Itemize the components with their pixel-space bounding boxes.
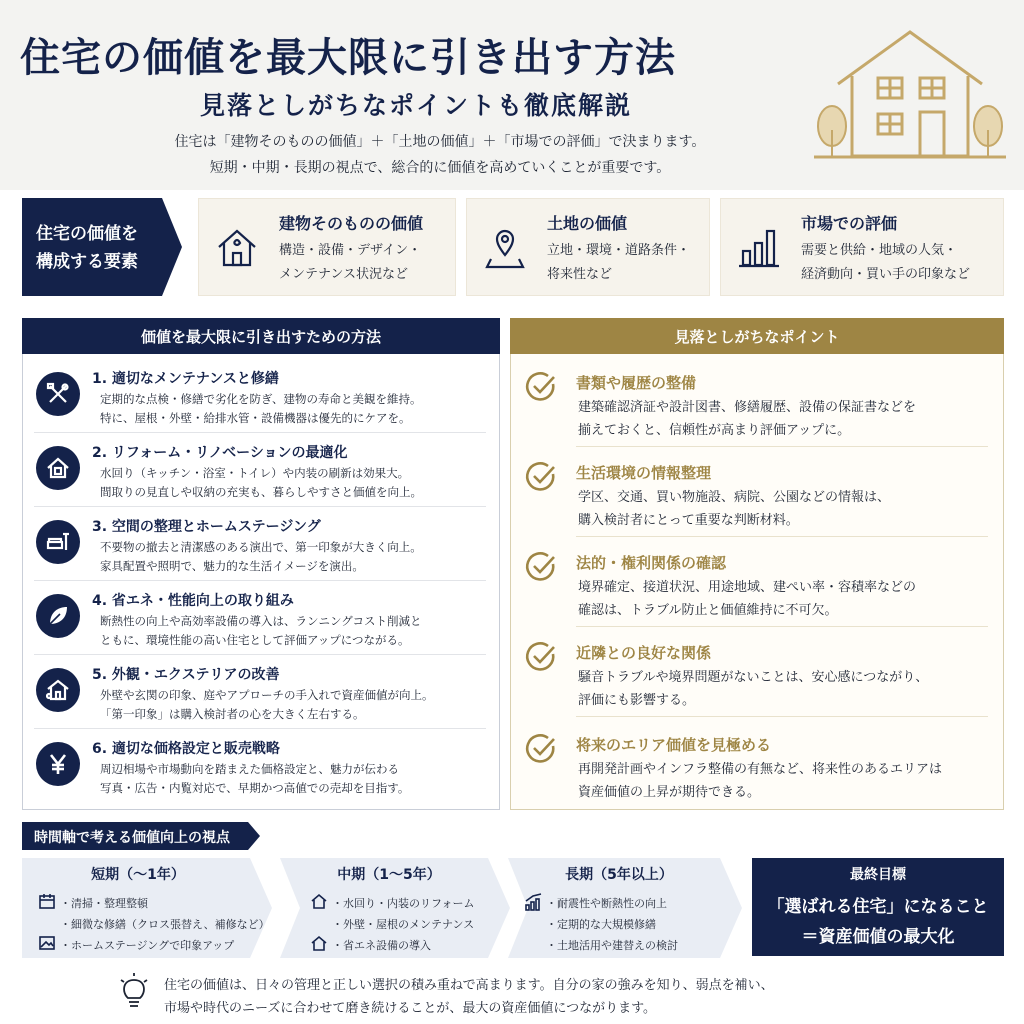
method-desc: 断熱性の向上や高効率設備の導入は、ランニングコスト削減と — [100, 614, 422, 628]
timeline-heading: 時間軸で考える価値向上の視点 — [34, 830, 230, 846]
element-card-desc: 需要と供給・地域の人気・ — [801, 243, 958, 258]
intro-text: 住宅は「建物そのものの価値」＋「土地の価値」＋「市場での評価」で決まります。 — [174, 134, 706, 150]
house-icon — [310, 934, 328, 952]
timeline-heading-bar — [22, 822, 260, 850]
method-desc: ともに、環境性能の高い住宅として評価アップにつながる。 — [100, 633, 410, 647]
phase-title: 短期（〜1年） — [91, 867, 185, 883]
phase-item: ・省エネ設備の導入 — [332, 939, 431, 952]
location-pin-icon — [483, 225, 527, 269]
lightbulb-icon — [118, 972, 150, 1012]
yen-icon — [36, 742, 80, 786]
element-card-title: 土地の価値 — [547, 214, 628, 233]
divider — [34, 506, 486, 507]
points-heading-bar — [510, 318, 1004, 354]
house-illustration-icon — [812, 26, 1008, 166]
phase-mid-term — [280, 858, 510, 958]
divider — [576, 446, 988, 447]
phase-item: ・清掃・整理整頓 — [60, 897, 148, 910]
phase-long-term — [508, 858, 742, 958]
method-desc: 特に、屋根・外壁・給排水管・設備機器は優先的にケアを。 — [100, 411, 411, 425]
point-desc: 揃えておくと、信頼性が高まり評価アップに。 — [578, 423, 851, 438]
element-card-desc: 経済動向・買い手の印象など — [801, 267, 971, 282]
phase-short-term — [22, 858, 272, 958]
house-renovation-icon — [36, 446, 80, 490]
goal-text: 「選ばれる住宅」になること — [767, 897, 989, 917]
point-title: 法的・権利関係の確認 — [576, 554, 727, 572]
method-item — [34, 592, 490, 660]
divider — [576, 536, 988, 537]
phase-title: 長期（5年以上） — [565, 867, 673, 883]
check-circle-icon — [524, 732, 558, 766]
element-card-land — [466, 198, 710, 296]
element-card-desc: メンテナンス状況など — [279, 267, 408, 282]
point-desc: 建築確認済証や設計図書、修繕履歴、設備の保証書などを — [578, 400, 917, 415]
goal-box — [752, 858, 1004, 956]
phase-item: ・定期的な大規模修繕 — [546, 918, 656, 931]
phase-item: ・外壁・屋根のメンテナンス — [332, 918, 475, 931]
method-desc: 定期的な点検・修繕で劣化を防ぎ、建物の寿命と美観を維持。 — [100, 392, 422, 406]
leaf-icon — [36, 594, 80, 638]
method-item — [34, 444, 490, 512]
elements-label — [22, 198, 182, 296]
method-item — [34, 370, 490, 438]
house-icon — [310, 892, 328, 910]
method-desc: 「第一印象」は購入検討者の心を大きく左右する。 — [100, 707, 365, 721]
point-item — [524, 640, 994, 720]
element-card-market — [720, 198, 1004, 296]
sofa-lamp-icon — [36, 520, 80, 564]
point-title: 近隣との良好な関係 — [576, 644, 712, 662]
page-subtitle: 見落としがちなポイントも徹底解説 — [200, 91, 633, 120]
element-card-desc: 構造・設備・デザイン・ — [279, 243, 422, 258]
phase-item: ・耐震性や断熱性の向上 — [546, 897, 667, 910]
goal-text: ＝資産価値の最大化 — [801, 927, 955, 947]
method-desc: 写真・広告・内覧対応で、早期かつ高値での売却を目指す。 — [100, 781, 410, 795]
element-card-building — [198, 198, 456, 296]
divider — [576, 626, 988, 627]
element-card-desc: 将来性など — [547, 267, 613, 282]
method-desc: 外壁や玄関の印象、庭やアプローチの手入れで資産価値が向上。 — [100, 688, 434, 702]
method-title: 3. 空間の整理とホームステージング — [92, 519, 321, 535]
point-desc: 評価にも影響する。 — [578, 693, 696, 708]
intro-text: 短期・中期・長期の視点で、総合的に価値を高めていくことが重要です。 — [209, 160, 671, 176]
phase-item: ・細微な修繕（クロス張替え、補修など） — [60, 918, 270, 931]
footer-text: 市場や時代のニーズに合わせて磨き続けることが、最大の資産価値につながります。 — [164, 1001, 657, 1016]
check-circle-icon — [524, 640, 558, 674]
element-card-desc: 立地・環境・道路条件・ — [547, 243, 691, 258]
methods-heading-bar — [22, 318, 500, 354]
page-title: 住宅の価値を最大限に引き出す方法 — [20, 34, 676, 81]
point-desc: 確認は、トラブル防止と価値維持に不可欠。 — [578, 603, 838, 618]
tools-icon — [36, 372, 80, 416]
point-desc: 境界確定、接道状況、用途地域、建ぺい率・容積率などの — [578, 580, 917, 595]
calendar-icon — [38, 892, 56, 910]
method-title: 4. 省エネ・性能向上の取り組み — [92, 593, 294, 609]
point-item — [524, 550, 994, 630]
element-card-title: 市場での評価 — [801, 214, 898, 233]
method-title: 2. リフォーム・リノベーションの最適化 — [92, 445, 348, 461]
divider — [34, 728, 486, 729]
point-title: 生活環境の情報整理 — [576, 464, 712, 482]
divider — [34, 580, 486, 581]
photo-icon — [38, 934, 56, 952]
methods-heading: 価値を最大限に引き出すための方法 — [140, 328, 381, 346]
check-circle-icon — [524, 550, 558, 584]
phase-title: 中期（1〜5年） — [337, 867, 441, 883]
divider — [576, 716, 988, 717]
point-item — [524, 460, 994, 540]
method-desc: 不要物の撤去と清潔感のある演出で、第一印象が大きく向上。 — [100, 540, 422, 554]
goal-label: 最終目標 — [850, 867, 906, 883]
method-desc: 家具配置や照明で、魅力的な生活イメージを演出。 — [100, 559, 364, 573]
point-desc: 騒音トラブルや境界問題がないことは、安心感につながり、 — [578, 670, 929, 685]
points-heading: 見落としがちなポイント — [674, 328, 840, 346]
bar-chart-icon — [737, 225, 781, 269]
phase-item: ・水回り・内装のリフォーム — [332, 897, 475, 910]
point-desc: 学区、交通、買い物施設、病院、公園などの情報は、 — [578, 490, 891, 505]
elements-label-line: 構成する要素 — [36, 252, 138, 272]
method-desc: 周辺相場や市場動向を踏まえた価格設定と、魅力が伝わる — [100, 762, 399, 776]
check-circle-icon — [524, 460, 558, 494]
check-circle-icon — [524, 370, 558, 404]
point-desc: 再開発計画やインフラ整備の有無など、将来性のあるエリアは — [578, 762, 943, 777]
point-item — [524, 732, 994, 812]
house-exterior-icon — [36, 668, 80, 712]
method-desc: 水回り（キッチン・浴室・トイレ）や内装の刷新は効果大。 — [100, 466, 410, 480]
point-title: 書類や履歴の整備 — [576, 374, 697, 392]
phase-item: ・土地活用や建替えの検討 — [546, 939, 678, 952]
method-title: 1. 適切なメンテナンスと修繕 — [92, 371, 279, 387]
point-title: 将来のエリア価値を見極める — [576, 736, 772, 754]
divider — [34, 432, 486, 433]
element-card-title: 建物そのものの価値 — [279, 214, 424, 233]
method-title: 5. 外観・エクステリアの改善 — [92, 667, 280, 683]
growth-chart-icon — [524, 892, 544, 912]
method-title: 6. 適切な価格設定と販売戦略 — [92, 741, 280, 757]
point-desc: 購入検討者にとって重要な判断材料。 — [578, 513, 799, 528]
method-item — [34, 518, 490, 586]
method-desc: 間取りの見直しや収納の充実も、暮らしやすさと価値を向上。 — [100, 485, 422, 499]
elements-label-line: 住宅の価値を — [36, 224, 138, 244]
method-item — [34, 666, 490, 734]
footer-text: 住宅の価値は、日々の管理と正しい選択の積み重ねで高まります。自分の家の強みを知り、弱点を補い、 — [164, 978, 774, 993]
house-icon — [215, 225, 259, 269]
phase-item: ・ホームステージングで印象アップ — [60, 939, 235, 952]
method-item — [34, 740, 490, 808]
point-desc: 資産価値の上昇が期待できる。 — [578, 785, 761, 800]
divider — [34, 654, 486, 655]
point-item — [524, 370, 994, 450]
